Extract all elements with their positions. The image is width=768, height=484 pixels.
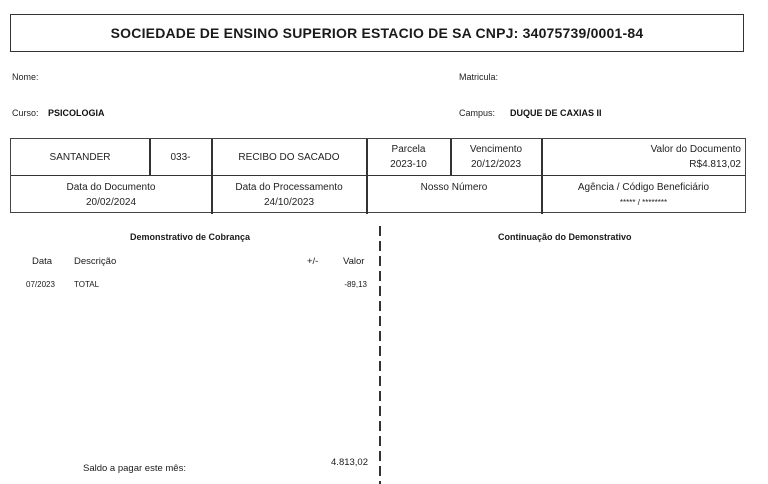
col-header-valor: Valor [343, 256, 365, 267]
nosso-numero-label: Nosso Número [420, 182, 488, 193]
row-valor: -89,13 [344, 280, 367, 289]
data-documento-label: Data do Documento [66, 181, 156, 193]
parcela-label: Parcela [391, 144, 426, 155]
row-data: 07/2023 [26, 280, 55, 289]
data-processamento-label: Data do Processamento [235, 181, 343, 193]
matricula-label: Matricula: [459, 72, 499, 82]
bank-name-cell [11, 139, 149, 175]
continuacao-title: Continuação do Demonstrativo [498, 232, 632, 242]
parcela-cell [367, 139, 450, 175]
parcela-value: 2023-10 [390, 159, 427, 170]
bank-name: SANTANDER [49, 151, 111, 163]
vencimento-value: 20/12/2023 [470, 159, 522, 170]
bank-code-cell [150, 139, 211, 175]
column-divider-dashed [379, 226, 381, 484]
agencia-value: ***** / ******** [619, 197, 668, 207]
row-descricao: TOTAL [74, 280, 100, 289]
nosso-numero-cell [367, 176, 541, 213]
col-header-sinal: +/- [307, 256, 319, 267]
campus-label: Campus: [459, 108, 496, 118]
data-documento-value: 20/02/2024 [85, 196, 137, 208]
col-header-descricao: Descrição [74, 256, 117, 267]
curso-label: Curso: [12, 108, 39, 118]
boleto-grid [10, 138, 746, 213]
data-processamento-value: 24/10/2023 [263, 196, 315, 208]
curso-value: PSICOLOGIA [48, 108, 105, 118]
saldo-label: Saldo a pagar este mês: [83, 463, 186, 474]
agencia-label: Agência / Código Beneficiário [577, 181, 710, 193]
agencia-cell [542, 176, 745, 213]
receipt-type: RECIBO DO SACADO [238, 151, 340, 163]
bank-code: 033- [170, 151, 191, 163]
col-header-data: Data [32, 256, 53, 267]
valor-documento-value: R$4.813,02 [689, 159, 741, 170]
vencimento-label: Vencimento [469, 144, 523, 155]
valor-documento-cell [542, 139, 745, 175]
campus-value: DUQUE DE CAXIAS II [510, 108, 602, 118]
saldo-value: 4.813,02 [331, 457, 368, 468]
vencimento-cell [451, 139, 541, 175]
data-documento-cell [11, 176, 211, 213]
institution-title-box [10, 14, 744, 52]
nome-label: Nome: [12, 72, 39, 82]
receipt-type-cell [212, 139, 366, 175]
demonstrativo-title: Demonstrativo de Cobrança [130, 232, 251, 242]
data-processamento-cell [212, 176, 366, 213]
institution-title: SOCIEDADE DE ENSINO SUPERIOR ESTACIO DE SA CNPJ: 34075739/0001-84 [110, 25, 644, 41]
valor-documento-label: Valor do Documento [650, 144, 741, 155]
